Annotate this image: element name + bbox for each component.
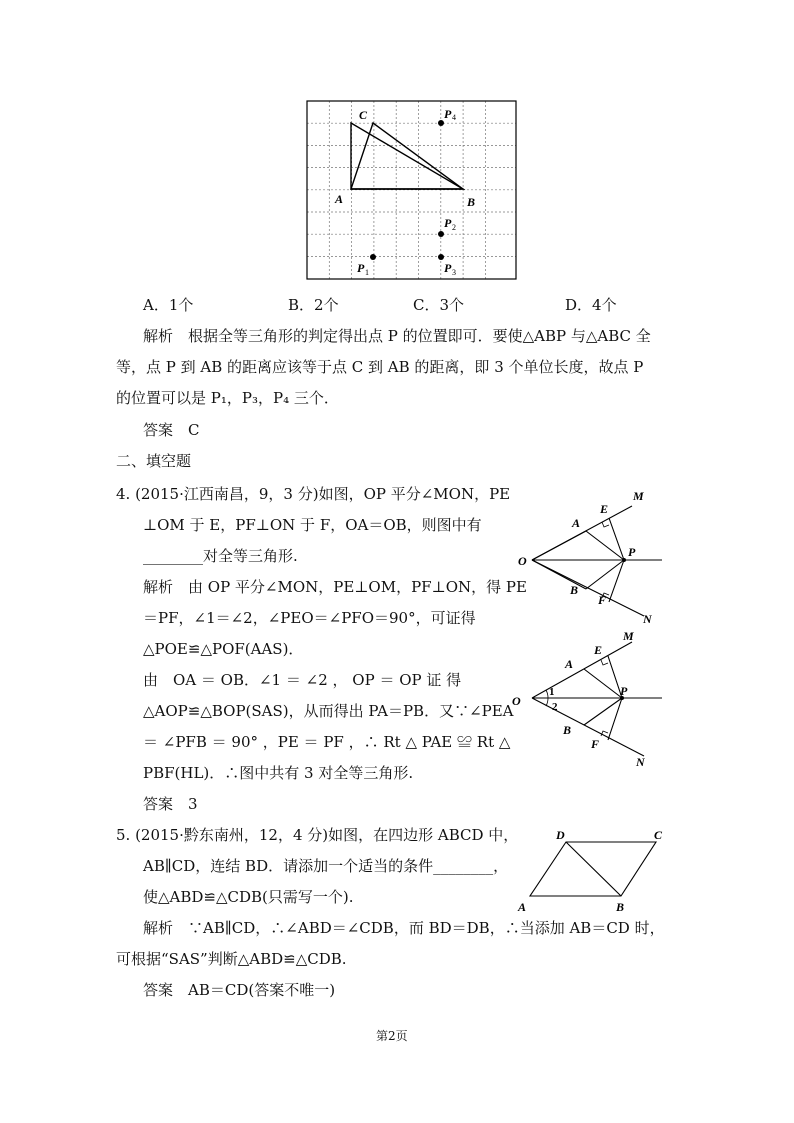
triangle-abc [351,123,463,189]
fig1-label-n: N [643,612,652,626]
fig1-label-p: P [628,545,636,559]
q4-stem-line: ________对全等三角形. [143,547,298,565]
q4-analysis-line: △POE≌△POF(AAS)． [143,640,304,658]
fig5-label-b: B [616,900,625,914]
q3-analysis-line: 等，点 P 到 AB 的距离应该等于点 C 到 AB 的距离，即 3 个单位长度，故点 P [116,358,644,376]
q5-analysis-line: 解析 ∵AB∥CD，∴∠ABD＝∠CDB，而 BD＝DB，∴当添加 AB＝CD 时， [143,919,665,937]
option-a: A．1个 [143,296,194,314]
point-p3 [438,254,444,260]
page-footer: 第2页 [376,1029,408,1043]
label-a: A [335,192,344,206]
q4-analysis-line: ＝ ∠PFB ＝ 90° ，PE ＝ PF ，∴ Rt △ PAE ≌ Rt △ [143,733,511,751]
fig1-label-a: A [572,516,581,530]
q4-analysis-line: ＝PF，∠1＝∠2，∠PEO＝∠PFO＝90°，可证得 [143,609,476,627]
label-p2: P [444,216,452,230]
q5-analysis-line: 可根据“SAS”判断△ABD≌△CDB. [116,950,347,968]
angle-bisector-figure-1 [512,486,672,631]
q4-analysis-line: 由 OA ＝ OB．∠1 ＝ ∠2 ， OP ＝ OP 证 得 [143,671,462,689]
q4-analysis-line: 解析 由 OP 平分∠MON，PE⊥OM，PF⊥ON，得 PE [143,578,527,596]
label-p3: P [444,261,452,275]
fig2-label-b: B [563,723,572,737]
grid-figure [306,100,518,280]
q3-analysis-line: 解析 根据全等三角形的判定得出点 P 的位置即可．要使△ABP 与△ABC 全 [143,327,651,345]
q4-analysis-line: △AOP≌△BOP(SAS)，从而得出 PA＝PB．又∵∠PEA [143,702,514,720]
option-c: C．3个 [413,296,465,314]
fig1-label-o: O [518,554,527,568]
q5-stem-line: 5. (2015·黔东南州，12，4 分)如图，在四边形 ABCD 中， [116,826,519,844]
label-p2-sub: 2 [452,223,456,232]
point-p1 [370,254,376,260]
point-p2 [438,231,444,237]
fig2-label-n: N [636,755,645,769]
label-p1-sub: 1 [365,268,369,277]
fig2-label-e: E [594,643,603,657]
q4-analysis-line: PBF(HL)．∴图中共有 3 对全等三角形. [143,764,414,782]
fig2-label-f: F [591,737,600,751]
fig5-label-d: D [556,828,565,842]
q5-answer: 答案 AB＝CD(答案不唯一) [143,981,336,999]
fig2-label-angle2: 2 [552,701,558,713]
q5-stem-line: AB∥CD，连结 BD．请添加一个适当的条件________， [143,857,509,875]
option-d: D．4个 [565,296,617,314]
fig5-label-c: C [654,828,663,842]
q3-answer: 答案 C [143,421,200,439]
q4-stem-line: ⊥OM 于 E，PF⊥ON 于 F，OA＝OB，则图中有 [143,516,482,534]
fig1-label-m: M [633,489,644,503]
q5-stem-line: 使△ABD≌△CDB(只需写一个). [143,888,354,906]
fig2-label-a: A [565,657,574,671]
fig2-label-o: O [512,694,521,708]
fig2-label-p: P [620,684,628,698]
q4-stem-line: 4. (2015·江西南昌，9，3 分)如图，OP 平分∠MON，PE [116,485,511,503]
option-b: B．2个 [288,296,339,314]
label-p4: P [444,107,452,121]
label-p4-sub: 4 [452,113,456,122]
quadrilateral-figure [516,826,676,916]
angle-bisector-figure-2 [512,626,672,771]
fig2-label-angle1: 1 [549,686,555,698]
label-p3-sub: 3 [452,268,456,277]
label-b: B [467,195,476,209]
q4-answer: 答案 3 [143,795,198,813]
label-p1: P [357,261,365,275]
label-c: C [359,108,368,122]
section-title: 二、填空题 [116,452,192,470]
fig5-label-a: A [518,900,527,914]
fig1-label-e: E [600,502,609,516]
fig2-label-m: M [623,629,634,643]
fig1-label-b: B [570,583,579,597]
fig1-label-f: F [598,593,607,607]
q3-analysis-line: 的位置可以是 P₁，P₃，P₄ 三个． [116,389,339,407]
